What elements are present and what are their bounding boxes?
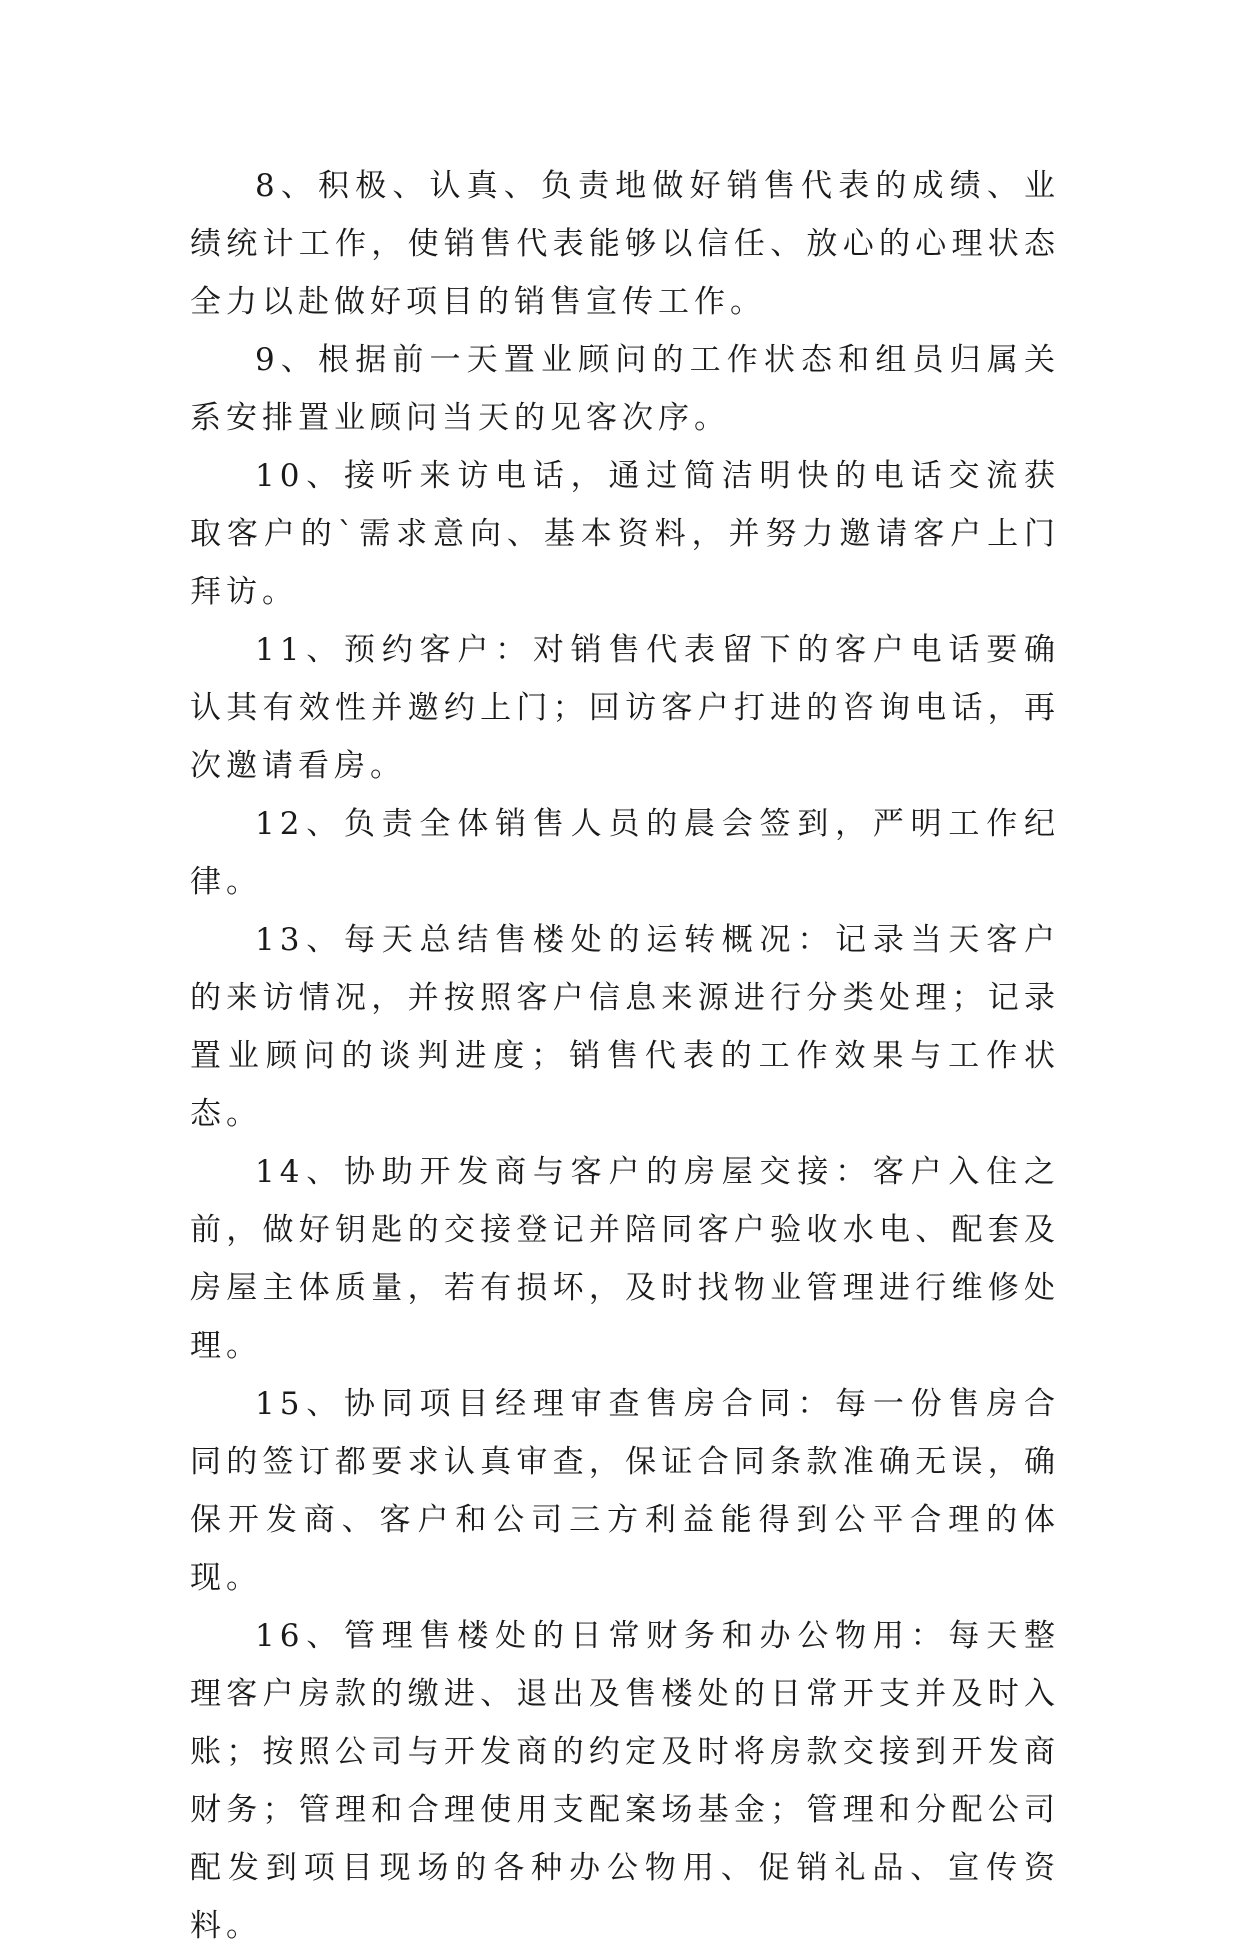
paragraph-item-13: 13、每天总结售楼处的运转概况：记录当天客户的来访情况，并按照客户信息来源进行分类处理；记录置业顾问的谈判进度；销售代表的工作效果与工作状态。 xyxy=(190,922,1060,1132)
paragraph-item-14: 14、协助开发商与客户的房屋交接：客户入住之前，做好钥匙的交接登记并陪同客户验收水电、配套及房屋主体质量，若有损坏，及时找物业管理进行维修处理。 xyxy=(190,1154,1060,1364)
paragraph-item-9: 9、根据前一天置业顾问的工作状态和组员归属关系安排置业顾问当天的见客次序。 xyxy=(190,342,1060,436)
paragraph-item-10: 10、接听来访电话，通过简洁明快的电话交流获取客户的`需求意向、基本资料，并努力邀请客户上门拜访。 xyxy=(190,458,1060,610)
paragraph-item-15: 15、协同项目经理审查售房合同：每一份售房合同的签订都要求认真审查，保证合同条款准确无误，确保开发商、客户和公司三方利益能得到公平合理的体现。 xyxy=(190,1386,1060,1596)
paragraph-item-8: 8、积极、认真、负责地做好销售代表的成绩、业绩统计工作，使销售代表能够以信任、放心的心理状态全力以赴做好项目的销售宣传工作。 xyxy=(190,168,1060,320)
document-body xyxy=(190,157,1060,1955)
paragraph-item-11: 11、预约客户：对销售代表留下的客户电话要确认其有效性并邀约上门；回访客户打进的咨询电话，再次邀请看房。 xyxy=(190,632,1060,784)
paragraph-item-12: 12、负责全体销售人员的晨会签到，严明工作纪律。 xyxy=(190,806,1060,900)
paragraph-item-16: 16、管理售楼处的日常财务和办公物用：每天整理客户房款的缴进、退出及售楼处的日常开支并及时入账；按照公司与开发商的约定及时将房款交接到开发商财务；管理和合理使用支配案场基金；管理和分配公司配发到项目现场的各种办公物用、促销礼品、宣传资料。 xyxy=(190,1618,1060,1944)
